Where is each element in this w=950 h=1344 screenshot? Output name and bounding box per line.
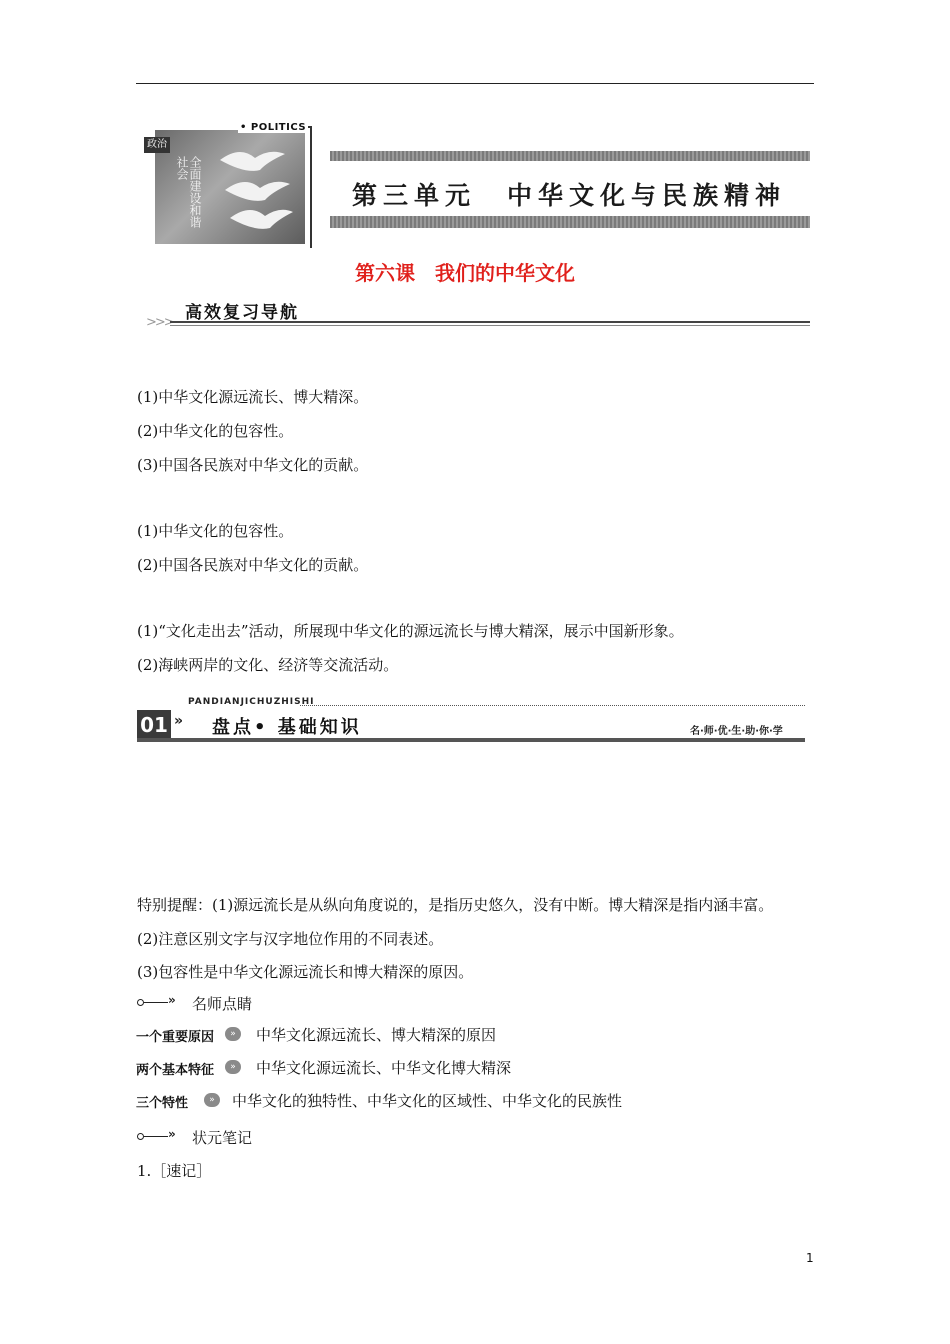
review-nav-title: 高效复习导航 bbox=[185, 303, 299, 323]
review-item: (2)中华文化的包容性。 bbox=[137, 422, 294, 440]
note-tag: 两个基本特征 bbox=[136, 1063, 215, 1078]
nav-rule bbox=[170, 321, 810, 323]
section-number: 01 bbox=[137, 710, 171, 740]
section-code: PANDIANJICHUZHISHI bbox=[188, 697, 315, 707]
section-bar bbox=[137, 738, 805, 742]
note-text: 中华文化的独特性、中华文化的区域性、中华文化的民族性 bbox=[232, 1092, 623, 1110]
chevron-right-icon: » bbox=[174, 713, 184, 729]
unit-bar-bottom bbox=[330, 216, 810, 228]
unit-bar-top bbox=[330, 151, 810, 161]
politics-label: • POLITICS bbox=[240, 122, 307, 133]
top-rule bbox=[136, 83, 814, 84]
review-item: (1)中华文化源远流长、博大精深。 bbox=[137, 388, 369, 406]
tip-line: (3)包容性是中华文化源远流长和博大精深的原因。 bbox=[137, 963, 474, 981]
review-item: (3)中国各民族对中华文化的贡献。 bbox=[137, 456, 369, 474]
subject-tag: 政治 bbox=[144, 137, 170, 153]
logo-frame bbox=[300, 126, 312, 248]
lesson-title: 第六课 我们的中华文化 bbox=[355, 261, 575, 285]
notes-label: 状元笔记 bbox=[192, 1129, 253, 1147]
teacher-notes-label: 名师点睛 bbox=[192, 995, 253, 1013]
review-item: (2)中国各民族对中华文化的贡献。 bbox=[137, 556, 369, 574]
double-chevron-icon: » bbox=[225, 1060, 241, 1074]
section-title: 盘点• 基础知识 bbox=[212, 717, 362, 738]
tip-line: (2)注意区别文字与汉字地位作用的不同表述。 bbox=[137, 930, 444, 948]
review-item: (1)“文化走出去”活动，所展现中华文化的源远流长与博大精深，展示中国新形象。 bbox=[137, 622, 684, 640]
page-number: 1 bbox=[806, 1251, 814, 1265]
double-chevron-icon: » bbox=[225, 1027, 241, 1041]
unit-title: 第三单元 中华文化与民族精神 bbox=[352, 181, 787, 210]
notes-first-item: 1.［速记］ bbox=[137, 1162, 212, 1180]
nav-rule-thin bbox=[170, 325, 810, 326]
logo-vertical-text: 全面建设和谐社会 bbox=[175, 156, 202, 228]
section-dotted-rule bbox=[300, 705, 805, 706]
note-text: 中华文化源远流长、博大精深的原因 bbox=[256, 1026, 497, 1044]
review-item: (1)中华文化的包容性。 bbox=[137, 522, 294, 540]
tip-line: 特别提醒：(1)源远流长是从纵向角度说的，是指历史悠久，没有中断。博大精深是指内涵丰富。 bbox=[137, 896, 774, 914]
bullet-marker-icon: » bbox=[137, 998, 181, 1008]
note-tag: 三个特性 bbox=[136, 1096, 189, 1111]
bullet-marker-icon: » bbox=[137, 1132, 181, 1142]
double-chevron-icon: » bbox=[204, 1093, 220, 1107]
note-text: 中华文化源远流长、中华文化博大精深 bbox=[256, 1059, 512, 1077]
section-slogan: 名·师·优·生·助·你·学 bbox=[690, 726, 783, 737]
doves-icon bbox=[215, 140, 295, 240]
nav-arrows-icon: >>> bbox=[146, 315, 173, 330]
review-item: (2)海峡两岸的文化、经济等交流活动。 bbox=[137, 656, 399, 674]
note-tag: 一个重要原因 bbox=[136, 1030, 215, 1045]
